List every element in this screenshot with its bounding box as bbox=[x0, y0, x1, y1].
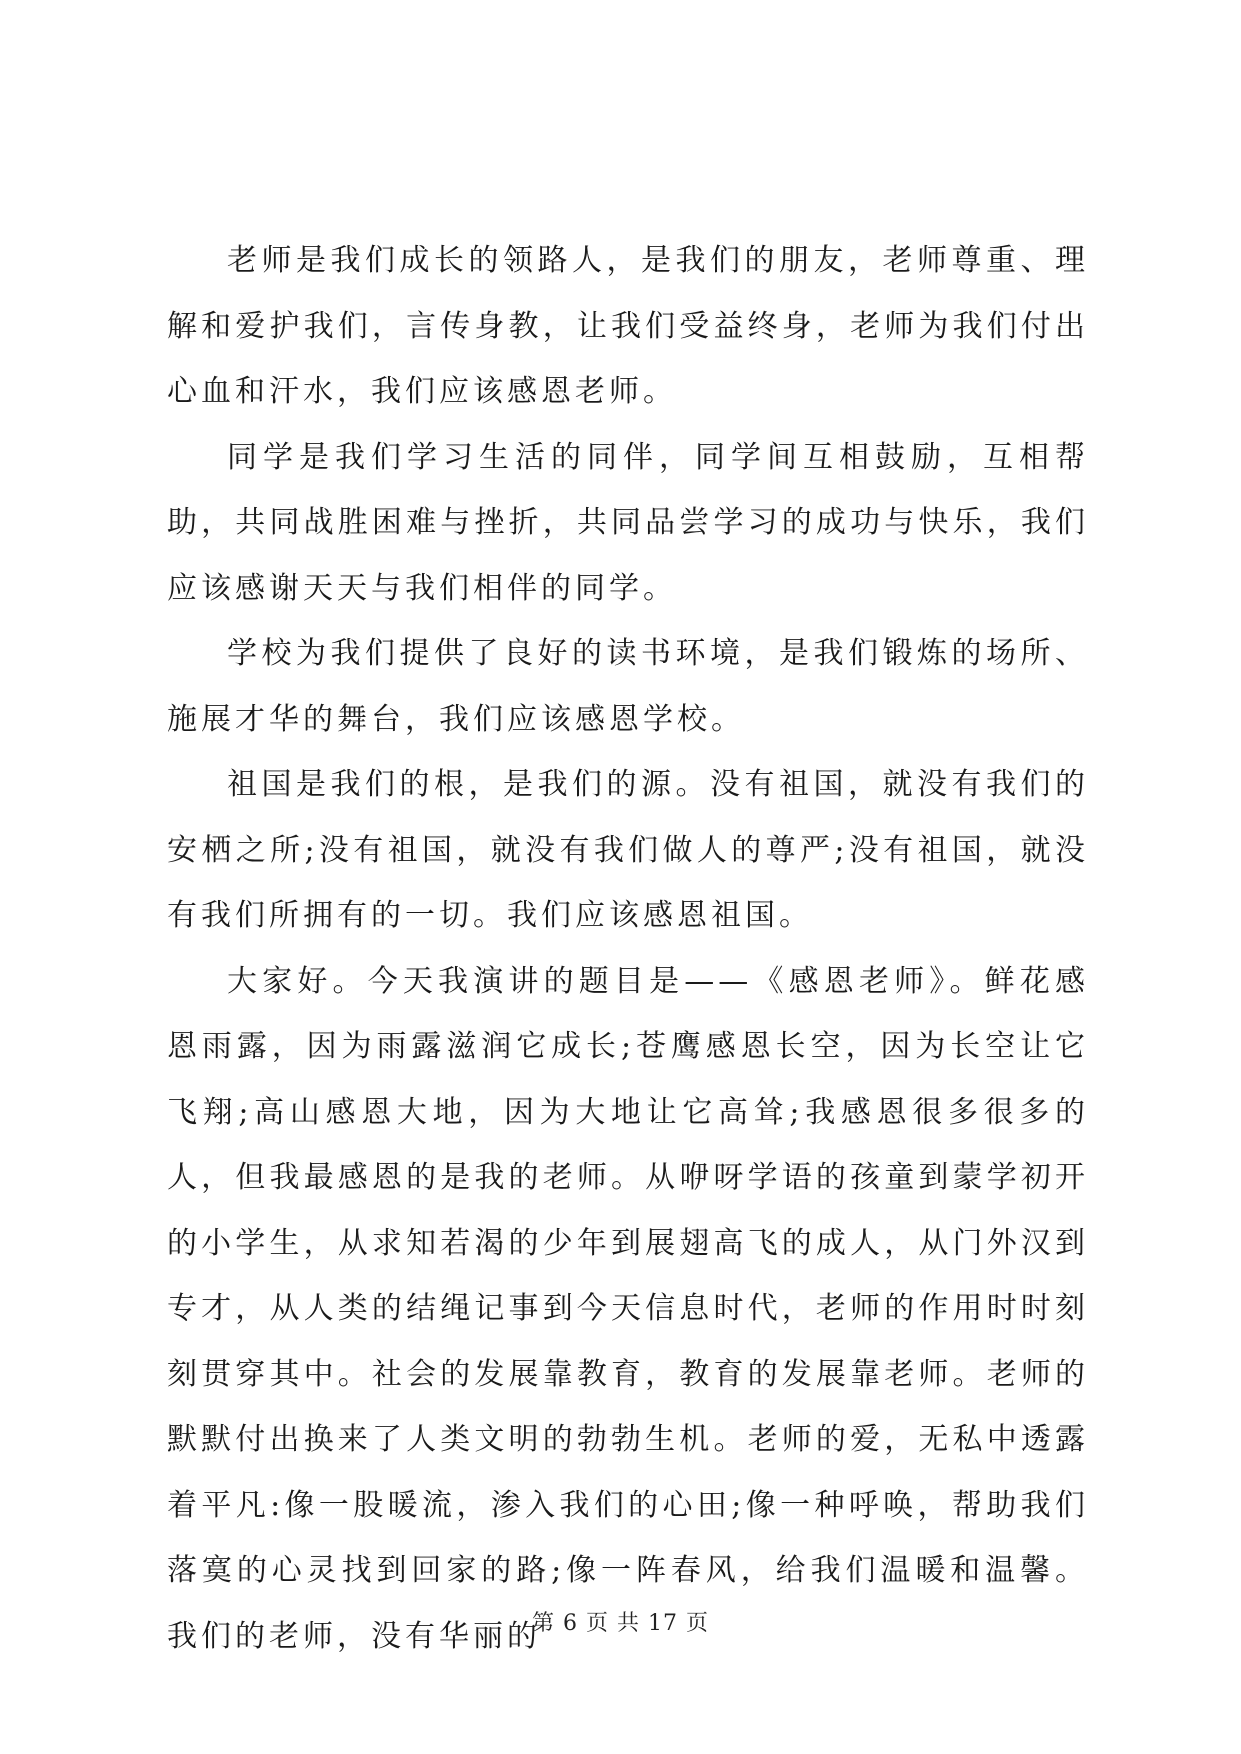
paragraph-teacher: 老师是我们成长的领路人，是我们的朋友，老师尊重、理解和爱护我们，言传身教，让我们受益终身，老师为我们付出心血和汗水，我们应该感恩老师。 bbox=[167, 243, 1089, 409]
document-body bbox=[167, 228, 1089, 1669]
paragraph-motherland: 祖国是我们的根，是我们的源。没有祖国，就没有我们的安栖之所;没有祖国，就没有我们做人的尊严;没有祖国，就没有我们所拥有的一切。我们应该感恩祖国。 bbox=[167, 767, 1089, 933]
paragraph-school: 学校为我们提供了良好的读书环境，是我们锻炼的场所、施展才华的舞台，我们应该感恩学校。 bbox=[167, 636, 1089, 737]
paragraph-speech: 大家好。今天我演讲的题目是——《感恩老师》。鲜花感恩雨露，因为雨露滋润它成长;苍鹰感恩长空，因为长空让它飞翔;高山感恩大地，因为大地让它高耸;我感恩很多很多的人，但我最感恩的是我的老师。从咿呀学语的孩童到蒙学初开的小学生，从求知若渴的少年到展翅高飞的成人，从门外汉到专才，从人类的结绳记事到今天信息时代，老师的作用时时刻刻贯穿其中。社会的发展靠教育，教育的发展靠老师。老师的默默付出换来了人类文明的勃勃生机。老师的爱，无私中透露着平凡:像一股暖流，渗入我们的心田;像一种呼唤，帮助我们落寞的心灵找到回家的路;像一阵春风，给我们温暖和温馨。我们的老师，没有华丽的 bbox=[167, 963, 1089, 1654]
page-number-footer: 第 6 页 共 17 页 bbox=[532, 1611, 709, 1636]
paragraph-classmates: 同学是我们学习生活的同伴，同学间互相鼓励，互相帮助，共同战胜困难与挫折，共同品尝学习的成功与快乐，我们应该感谢天天与我们相伴的同学。 bbox=[167, 439, 1089, 606]
